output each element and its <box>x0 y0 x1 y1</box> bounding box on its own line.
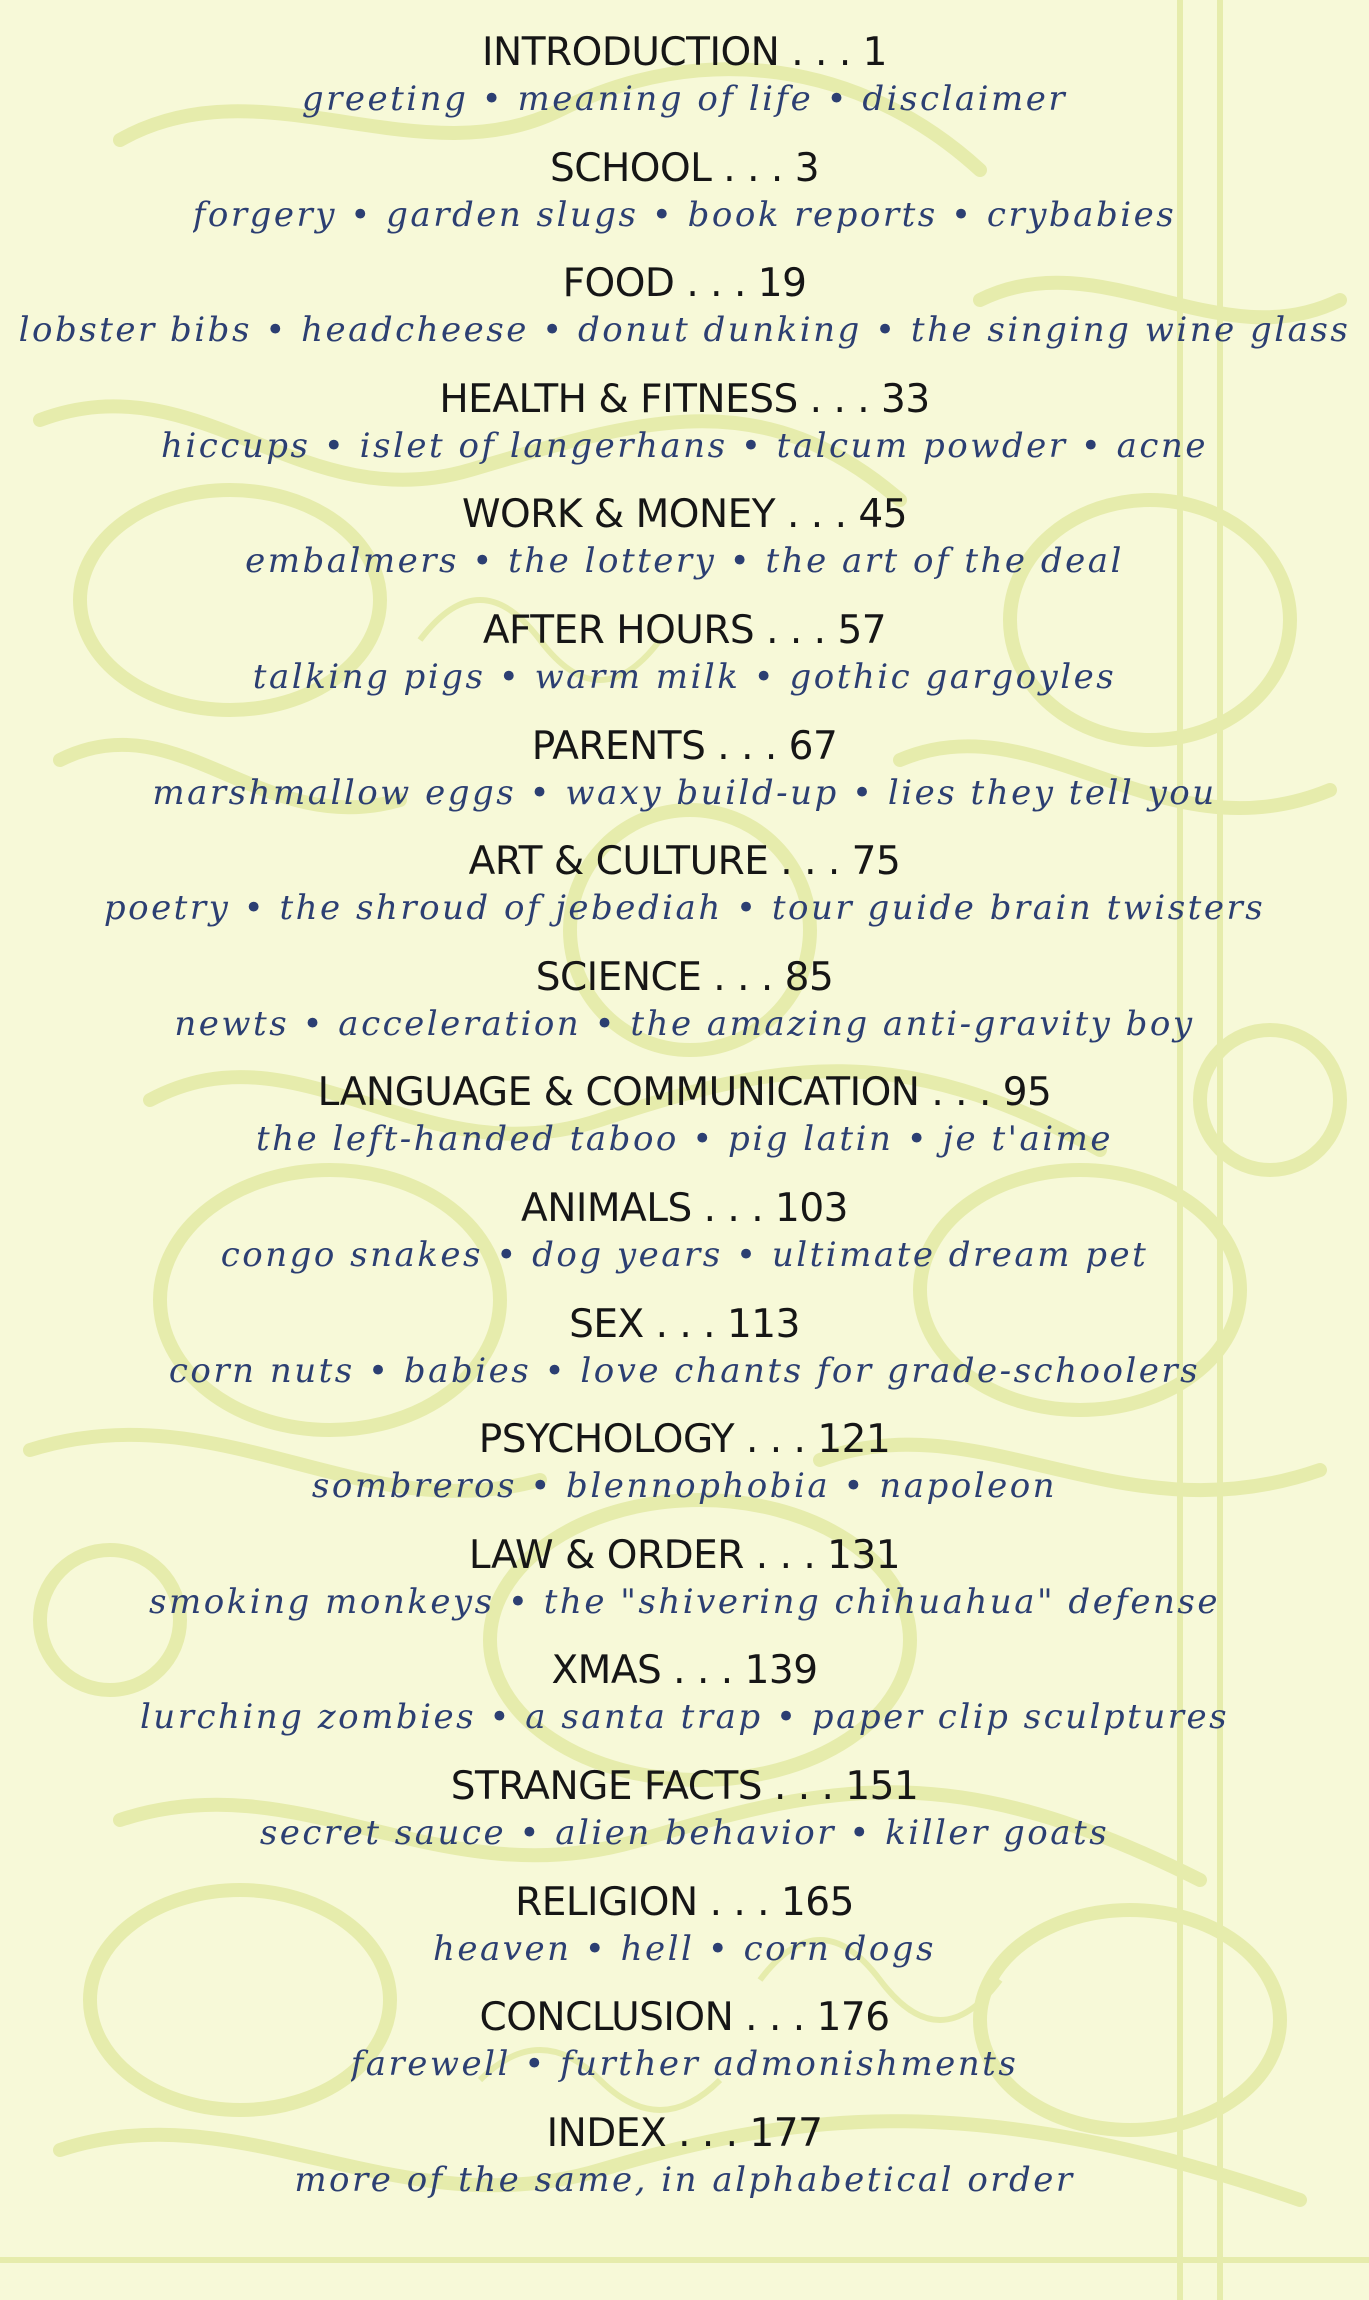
chapter-heading: LAW & ORDER . . . 131 <box>468 1532 901 1578</box>
chapter-heading: STRANGE FACTS . . . 151 <box>450 1763 919 1809</box>
chapter-page-number: 57 <box>837 607 887 653</box>
chapter-page-number: 151 <box>845 1763 919 1809</box>
chapter-topics: forgery • garden slugs • book reports • crybabies <box>192 194 1177 235</box>
chapter-page-number: 1 <box>862 30 887 75</box>
chapter-topics: lurching zombies • a santa trap • paper clip sculptures <box>139 1697 1230 1738</box>
chapter-title: AFTER HOURS <box>482 607 755 653</box>
chapter-heading: WORK & MONEY . . . 45 <box>461 492 908 538</box>
chapter-title: XMAS <box>551 1648 662 1694</box>
chapter-title: LAW & ORDER <box>468 1532 744 1578</box>
toc-entry-sex <box>0 1300 1369 1416</box>
chapter-heading: PARENTS . . . 67 <box>531 723 838 769</box>
chapter-topics: hiccups • islet of langerhans • talcum powder • acne <box>161 425 1208 466</box>
chapter-heading: HEALTH & FITNESS . . . 33 <box>439 376 930 422</box>
chapter-heading: SEX . . . 113 <box>569 1301 800 1347</box>
chapter-heading: CONCLUSION . . . 176 <box>479 1995 890 2041</box>
chapter-topics: talking pigs • warm milk • gothic gargoyles <box>252 656 1117 697</box>
toc-entry-animals <box>0 1184 1369 1300</box>
chapter-page-number: 45 <box>858 492 908 538</box>
chapter-title: HEALTH & FITNESS <box>439 376 798 422</box>
chapter-title: ART & CULTURE <box>468 839 769 885</box>
chapter-page-number: 113 <box>726 1301 800 1347</box>
toc-entry-food <box>0 259 1369 375</box>
chapter-heading: XMAS . . . 139 <box>551 1648 818 1694</box>
chapter-page-number: 75 <box>851 839 901 885</box>
chapter-heading: INTRODUCTION . . . 1 <box>482 30 887 75</box>
chapter-topics: farewell • further admonishments <box>350 2044 1019 2085</box>
chapter-page-number: 3 <box>794 145 820 191</box>
chapter-heading: SCIENCE . . . 85 <box>535 954 834 1000</box>
chapter-heading: LANGUAGE & COMMUNICATION . . . 95 <box>317 1070 1052 1116</box>
toc-entry-after-hours <box>0 606 1369 722</box>
chapter-page-number: 176 <box>816 1995 890 2041</box>
chapter-page-number: 103 <box>775 1185 848 1231</box>
chapter-title: CONCLUSION <box>479 1995 734 2041</box>
chapter-heading: PSYCHOLOGY . . . 121 <box>478 1417 891 1463</box>
toc-entry-xmas <box>0 1646 1369 1762</box>
chapter-title: INTRODUCTION <box>482 30 780 75</box>
toc-entry-art-culture <box>0 837 1369 953</box>
chapter-topics: congo snakes • dog years • ultimate dream pet <box>220 1234 1149 1275</box>
toc-entry-religion <box>0 1878 1369 1994</box>
toc-entry-health-fitness <box>0 375 1369 491</box>
toc-entry-strange-facts <box>0 1762 1369 1878</box>
chapter-page-number: 33 <box>881 376 930 422</box>
toc-list <box>0 28 1369 2224</box>
toc-entry-conclusion <box>0 1993 1369 2109</box>
chapter-page-number: 131 <box>827 1532 901 1578</box>
toc-entry-language-communication <box>0 1068 1369 1184</box>
chapter-page-number: 139 <box>744 1648 818 1694</box>
chapter-topics: more of the same, in alphabetical order <box>294 2159 1075 2200</box>
chapter-title: PARENTS <box>531 723 706 769</box>
chapter-heading: SCHOOL . . . 3 <box>549 145 820 191</box>
chapter-page-number: 165 <box>780 1879 854 1925</box>
chapter-title: SCHOOL <box>549 145 712 191</box>
chapter-topics: poetry • the shroud of jebediah • tour guide brain twisters <box>103 888 1266 929</box>
chapter-page-number: 121 <box>817 1417 891 1463</box>
chapter-title: INDEX <box>546 2110 667 2156</box>
chapter-title: WORK & MONEY <box>461 492 776 538</box>
chapter-page-number: 85 <box>784 954 834 1000</box>
chapter-page-number: 95 <box>1002 1070 1052 1116</box>
toc-entry-introduction <box>0 28 1369 144</box>
chapter-topics: corn nuts • babies • love chants for grade-schoolers <box>168 1350 1201 1391</box>
chapter-heading: RELIGION . . . 165 <box>515 1879 854 1925</box>
toc-entry-index <box>0 2109 1369 2225</box>
toc-entry-law-order <box>0 1531 1369 1647</box>
chapter-title: STRANGE FACTS <box>450 1763 763 1809</box>
chapter-title: SEX <box>569 1301 644 1347</box>
chapter-page-number: 19 <box>757 261 807 307</box>
chapter-title: RELIGION <box>515 1879 698 1925</box>
chapter-page-number: 67 <box>788 723 838 769</box>
chapter-title: LANGUAGE & COMMUNICATION <box>317 1070 920 1116</box>
chapter-title: PSYCHOLOGY <box>478 1417 735 1463</box>
chapter-topics: the left-handed taboo • pig latin • je t'aime <box>256 1119 1113 1160</box>
chapter-title: FOOD <box>562 261 675 307</box>
toc-entry-science <box>0 953 1369 1069</box>
chapter-topics: greeting • meaning of life • disclaimer <box>301 79 1068 119</box>
toc-entry-parents <box>0 722 1369 838</box>
chapter-heading: INDEX . . . 177 <box>546 2110 823 2156</box>
chapter-title: SCIENCE <box>535 954 702 1000</box>
toc-entry-work-money <box>0 490 1369 606</box>
chapter-page-number: 177 <box>749 2110 823 2156</box>
chapter-heading: ART & CULTURE . . . 75 <box>468 839 901 885</box>
toc-entry-psychology <box>0 1415 1369 1531</box>
chapter-topics: lobster bibs • headcheese • donut dunking • the singing wine glass <box>18 310 1351 351</box>
chapter-heading: FOOD . . . 19 <box>562 261 807 307</box>
chapter-title: ANIMALS <box>521 1185 692 1231</box>
chapter-topics: newts • acceleration • the amazing anti-gravity boy <box>174 1003 1195 1044</box>
chapter-heading: AFTER HOURS . . . 57 <box>482 607 887 653</box>
chapter-topics: embalmers • the lottery • the art of the deal <box>245 541 1124 582</box>
chapter-heading: ANIMALS . . . 103 <box>521 1185 848 1231</box>
toc-entry-school <box>0 144 1369 260</box>
chapter-topics: marshmallow eggs • waxy build-up • lies they tell you <box>152 772 1217 813</box>
chapter-topics: smoking monkeys • the "shivering chihuahua" defense <box>149 1581 1220 1622</box>
chapter-topics: sombreros • blennophobia • napoleon <box>311 1466 1058 1507</box>
chapter-topics: heaven • hell • corn dogs <box>432 1928 937 1969</box>
chapter-topics: secret sauce • alien behavior • killer goats <box>259 1812 1110 1853</box>
